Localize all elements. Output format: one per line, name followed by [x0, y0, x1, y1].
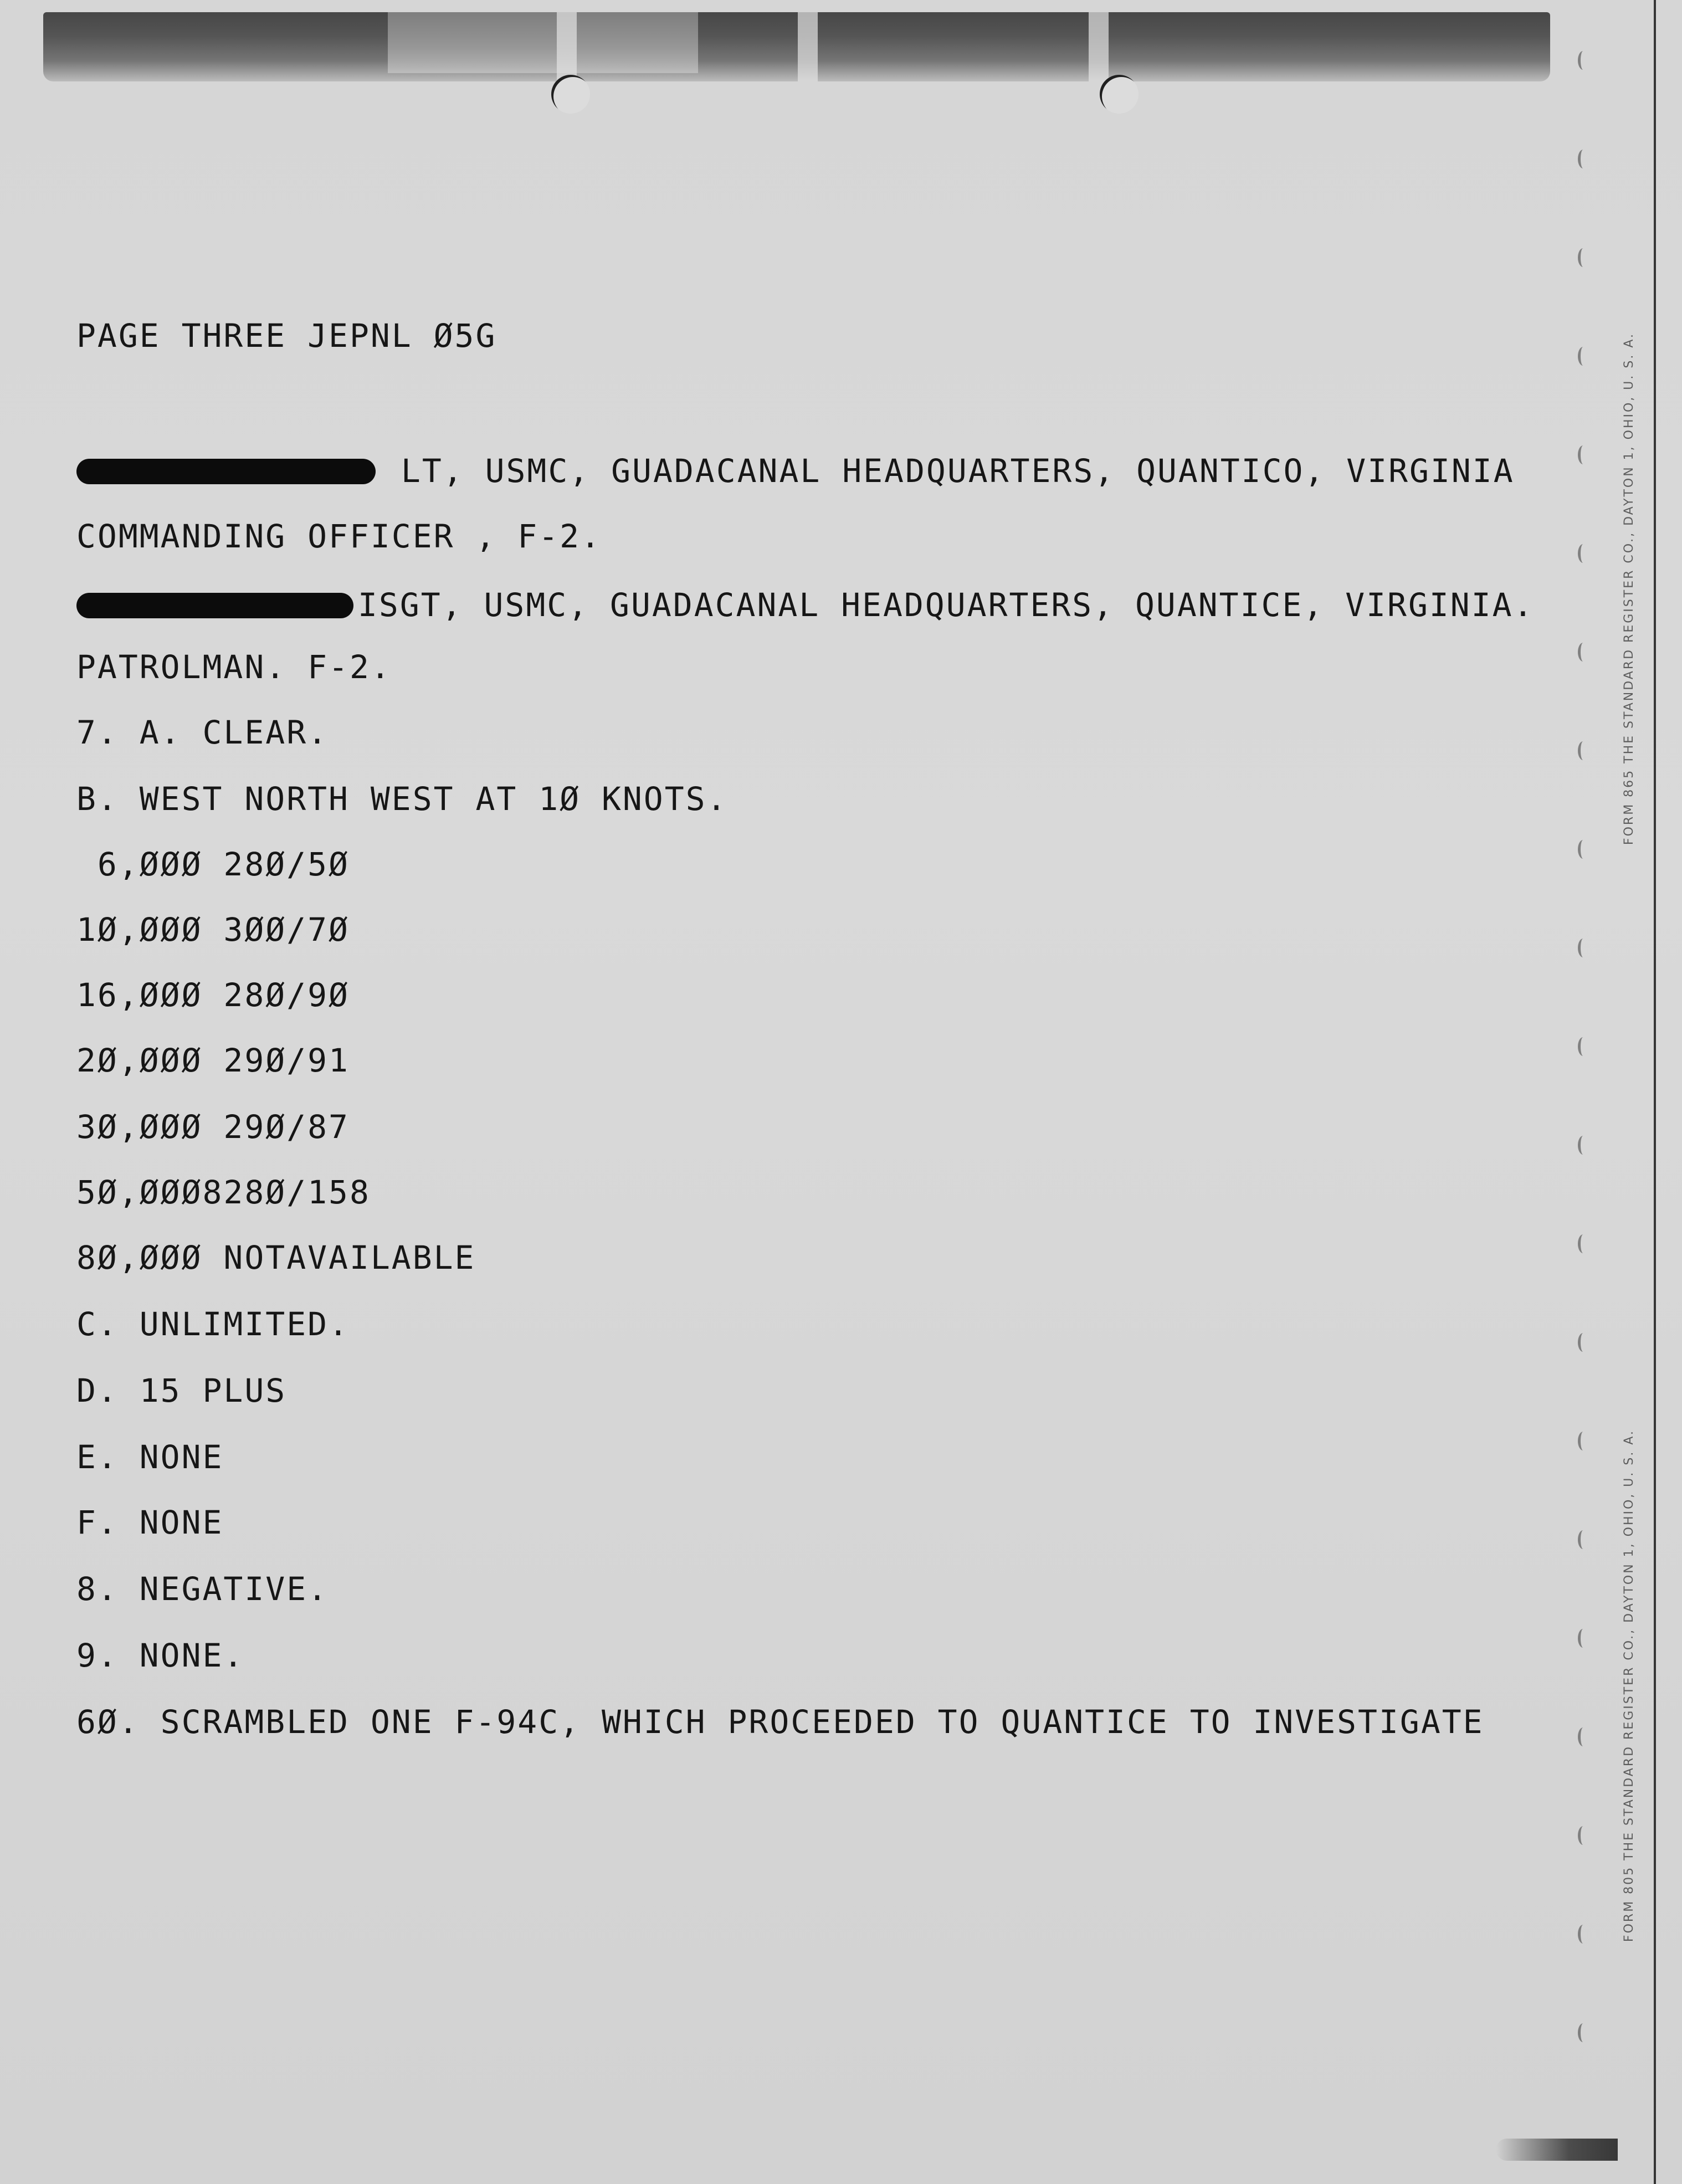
typed-line: E. NONE [76, 1438, 224, 1476]
perforation-hole [1578, 51, 1588, 70]
perforation-hole [1578, 1727, 1588, 1746]
typed-line: PATROLMAN. F-2. [76, 648, 392, 686]
typed-line-text: ISGT, USMC, GUADACANAL HEADQUARTERS, QUANTICE, VIRGINIA. [358, 586, 1535, 624]
typed-line: 1Ø,ØØØ 3ØØ/7Ø [76, 911, 350, 949]
perforation-hole [1578, 248, 1588, 267]
perforation-hole [1578, 347, 1588, 366]
perforation-hole [1578, 939, 1588, 957]
perforation-hole [1578, 1333, 1588, 1352]
perforation-hole [1578, 741, 1588, 760]
typed-line: B. WEST NORTH WEST AT 1Ø KNOTS. [76, 780, 728, 818]
typed-line: 5Ø,ØØØ828Ø/158 [76, 1173, 371, 1211]
top-scan-strip [43, 12, 1550, 81]
perforation-hole [1578, 445, 1588, 464]
typed-line: C. UNLIMITED. [76, 1305, 350, 1343]
perforation-hole [1578, 1925, 1588, 1944]
typed-line: 8. NEGATIVE. [76, 1570, 329, 1608]
typed-line: 2Ø,ØØØ 29Ø/91 [76, 1042, 350, 1079]
typed-line: COMMANDING OFFICER , F-2. [76, 517, 602, 555]
redaction-bar [76, 459, 376, 484]
typed-line-redacted [76, 453, 1515, 489]
bottom-scan-mark [1496, 2139, 1618, 2161]
perforation-hole [1578, 2023, 1588, 2042]
typed-line: 8Ø,ØØØ NOTAVAILABLE [76, 1239, 476, 1276]
typed-line-redacted [76, 587, 1534, 623]
perforation-hole [1578, 150, 1588, 168]
perforation-hole [1578, 1629, 1588, 1648]
perforation-hole [1578, 1530, 1588, 1549]
binder-notch [1100, 75, 1139, 114]
redaction-bar [76, 593, 353, 618]
perforation-hole [1578, 1136, 1588, 1155]
perforation-hole [1578, 643, 1588, 662]
margin-imprint-bottom: FORM 805 THE STANDARD REGISTER CO., DAYTON 1, OHIO, U. S. A. [1622, 1429, 1636, 1942]
typed-line: D. 15 PLUS [76, 1372, 287, 1409]
perforation-edge [1654, 0, 1656, 2184]
strip-tab [557, 12, 577, 81]
typed-line: 7. A. CLEAR. [76, 714, 329, 751]
binder-notch [551, 75, 590, 114]
typed-line: 6Ø. SCRAMBLED ONE F-94C, WHICH PROCEEDED TO QUANTICE TO INVESTIGATE [76, 1703, 1484, 1741]
typed-line: F. NONE [76, 1504, 224, 1541]
typed-line: 3Ø,ØØØ 29Ø/87 [76, 1108, 350, 1146]
perforation-hole [1578, 544, 1588, 563]
strip-tab [1089, 12, 1109, 81]
perforation-hole [1578, 1826, 1588, 1845]
page-header: PAGE THREE JEPNL Ø5G [76, 317, 497, 355]
typed-line: 9. NONE. [76, 1637, 245, 1674]
strip-tab [798, 12, 818, 81]
typed-line-text: LT, USMC, GUADACANAL HEADQUARTERS, QUANTICO, VIRGINIA [401, 452, 1515, 490]
perforation-hole [1578, 1037, 1588, 1056]
typed-line: 6,ØØØ 28Ø/5Ø [76, 845, 350, 883]
typed-line: 16,ØØØ 28Ø/9Ø [76, 976, 350, 1014]
margin-imprint-top: FORM 865 THE STANDARD REGISTER CO., DAYTON 1, OHIO, U. S. A. [1622, 332, 1636, 845]
top-scan-strip-highlight [388, 12, 698, 73]
perforation-hole [1578, 1432, 1588, 1450]
perforation-hole [1578, 840, 1588, 859]
perforation-hole [1578, 1234, 1588, 1253]
